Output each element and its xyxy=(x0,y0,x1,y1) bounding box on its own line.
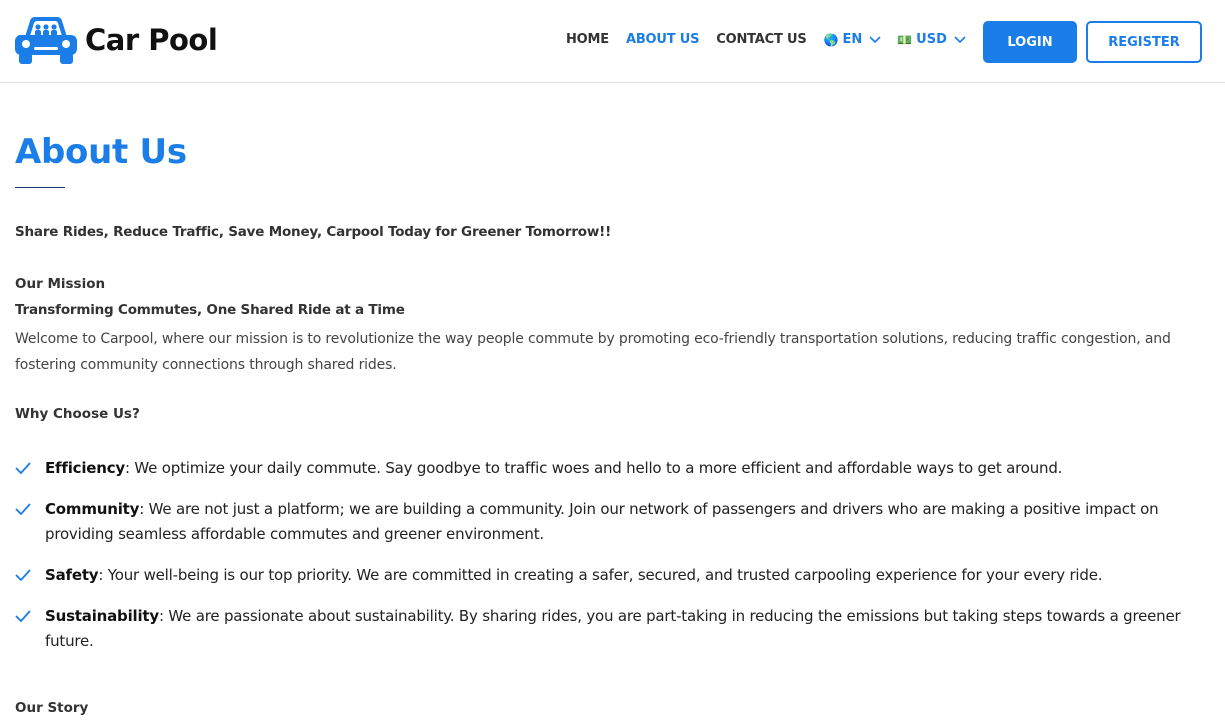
mission-heading: Our Mission xyxy=(15,276,106,292)
brand-logo[interactable] xyxy=(15,15,217,65)
money-icon: 💵 xyxy=(897,33,913,47)
mission-body: Welcome to Carpool, where our mission is to revolutionize the way people commute by promoting eco-friendly transportation solutions, reducing traffic congestion, and fostering community connections through shared rides. xyxy=(15,331,1171,373)
checkmark-icon xyxy=(15,503,31,515)
car-logo-icon xyxy=(15,15,77,65)
reason-title: Safety xyxy=(45,566,99,584)
title-underline xyxy=(15,187,65,188)
brand-name: Car Pool xyxy=(85,22,218,57)
nav-contact-us[interactable]: CONTACT US xyxy=(716,32,807,47)
language-dropdown[interactable] xyxy=(824,30,882,50)
register-button[interactable]: REGISTER xyxy=(1086,21,1202,63)
reason-text: : We are not just a platform; we are building a community. Join our network of passengers and drivers who are making a positive impact on providing seamless affordable commutes and greener environment. xyxy=(45,500,1159,543)
globe-icon: 🌎 xyxy=(823,33,839,47)
main-nav xyxy=(566,30,982,50)
reason-title: Sustainability xyxy=(45,607,159,625)
our-story-heading: Our Story xyxy=(15,700,89,716)
currency-dropdown[interactable] xyxy=(897,30,966,50)
reason-text: : We optimize your daily commute. Say goodbye to traffic woes and hello to a more efficient and affordable ways to get around. xyxy=(125,459,1063,477)
why-choose-us-heading: Why Choose Us? xyxy=(15,406,140,422)
chevron-down-icon xyxy=(954,36,966,44)
checkmark-icon xyxy=(15,462,31,474)
list-item xyxy=(15,456,1215,481)
chevron-down-icon xyxy=(869,36,881,44)
page-title: About Us xyxy=(15,132,187,172)
reasons-list xyxy=(15,456,1215,670)
mission-subheading: Transforming Commutes, One Shared Ride at a Time xyxy=(15,302,405,318)
about-content xyxy=(15,128,1210,716)
checkmark-icon xyxy=(15,569,31,581)
nav-home[interactable]: HOME xyxy=(566,32,609,47)
reason-text: : We are passionate about sustainability. By sharing rides, you are part-taking in reducing the emissions but taking steps towards a greener future. xyxy=(45,607,1181,650)
nav-about-us[interactable]: ABOUT US xyxy=(625,32,700,47)
currency-label: USD xyxy=(916,32,947,47)
site-header xyxy=(0,0,1225,83)
login-button[interactable]: LOGIN xyxy=(983,21,1077,63)
reason-text: : Your well-being is our top priority. We are committed in creating a safer, secured, and trusted carpooling experience for your every ride. xyxy=(98,566,1103,584)
tagline: Share Rides, Reduce Traffic, Save Money, Carpool Today for Greener Tomorrow!! xyxy=(15,224,612,240)
list-item xyxy=(15,604,1215,654)
list-item xyxy=(15,563,1215,588)
list-item xyxy=(15,497,1215,547)
reason-title: Community xyxy=(45,500,140,518)
language-label: EN xyxy=(842,32,863,47)
reason-title: Efficiency xyxy=(45,459,125,477)
checkmark-icon xyxy=(15,610,31,622)
